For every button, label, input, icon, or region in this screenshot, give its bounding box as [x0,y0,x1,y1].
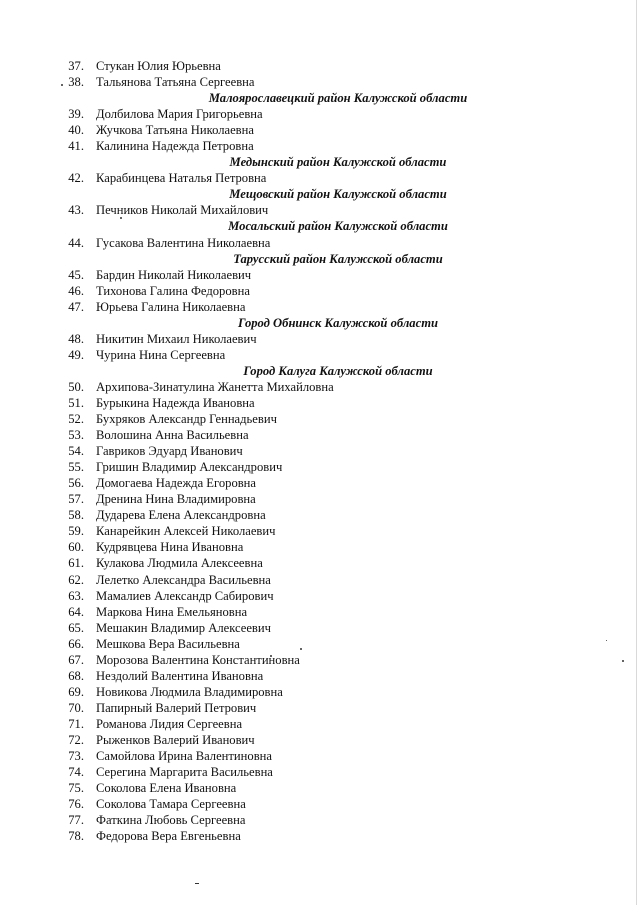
list-item-number: 66. [68,636,84,651]
section-heading-text: Город Обнинск Калужской области [237,315,438,330]
list-item-number: 68. [68,668,84,683]
list-item [0,299,640,315]
list-item [0,331,640,347]
list-item [0,267,640,283]
list-item-number: 59. [68,524,84,539]
section-heading [0,154,640,170]
list-item-number: 61. [68,556,84,571]
list-item-name: Карабинцева Наталья Петровна [96,171,267,186]
list-item-number: 73. [68,749,84,764]
list-item-name: Домогаева Надежда Егоровна [96,476,257,491]
list-item-name: Федорова Вера Евгеньевна [96,829,241,844]
list-item [0,604,640,620]
list-item [0,539,640,555]
list-item [0,555,640,571]
list-item-number: 49. [68,347,84,362]
section-heading [0,186,640,202]
list-item [0,235,640,251]
section-heading-text: Тарусский район Калужской области [233,251,443,266]
list-item-number: 50. [68,379,84,394]
list-item-name: Архипова-Зинатулина Жанетта Михайловна [96,379,334,394]
list-item-name: Тихонова Галина Федоровна [96,283,250,298]
list-item-number: 58. [68,508,84,523]
list-item [0,491,640,507]
section-heading-text: Малоярославецкий район Калужской области [208,91,468,106]
list-item-number: 75. [68,781,84,796]
list-item-number: 62. [68,572,84,587]
list-item-name: Новикова Людмила Владимировна [96,684,283,699]
list-item [0,347,640,363]
list-item-name: Мамалиев Александр Сабирович [96,588,274,603]
list-item-name: Кудрявцева Нина Ивановна [96,540,244,555]
section-heading-text: Медынский район Калужской области [229,155,447,170]
list-item [0,732,640,748]
list-item-name: Калинина Надежда Петровна [96,139,254,154]
list-item [0,652,640,668]
list-item [0,748,640,764]
list-item-number: 53. [68,428,84,443]
section-heading [0,251,640,267]
list-item-name: Мешакин Владимир Алексеевич [96,620,271,635]
list-item-number: 67. [68,652,84,667]
list-item [0,106,640,122]
list-item [0,764,640,780]
list-item [0,459,640,475]
list-item-name: Гусакова Валентина Николаевна [96,235,271,250]
list-item [0,572,640,588]
list-item-name: Гавриков Эдуард Иванович [96,444,243,459]
list-item-name: Дренина Нина Владимировна [96,492,256,507]
name-list [0,58,640,844]
list-item-number: 47. [68,299,84,314]
list-item-number: 55. [68,460,84,475]
list-item-number: 78. [68,829,84,844]
list-item-number: 70. [68,700,84,715]
list-item-number: 38. [68,75,84,90]
list-item-name: Рыженков Валерий Иванович [96,732,255,747]
list-item-number: 40. [68,123,84,138]
list-item-number: 52. [68,412,84,427]
list-item-name: Чурина Нина Сергеевна [96,347,226,362]
list-item-name: Никитин Михаил Николаевич [96,331,257,346]
list-item-number: 56. [68,476,84,491]
list-item-name: Нездолий Валентина Ивановна [96,668,264,683]
list-item-name: Фаткина Любовь Сергеевна [96,813,246,828]
list-item-name: Долбилова Мария Григорьевна [96,107,263,122]
list-item-number: 76. [68,797,84,812]
list-item-name: Самойлова Ирина Валентиновна [96,749,272,764]
list-item [0,395,640,411]
list-item [0,828,640,844]
list-item [0,796,640,812]
list-item-number: 39. [68,107,84,122]
list-item [0,700,640,716]
list-item-name: Папирный Валерий Петрович [96,700,257,715]
list-item [0,427,640,443]
list-item [0,283,640,299]
list-item-name: Бардин Николай Николаевич [96,267,252,282]
list-item-number: 45. [68,267,84,282]
list-item [0,122,640,138]
list-item [0,74,640,90]
list-item-name: Соколова Елена Ивановна [96,781,237,796]
section-heading [0,90,640,106]
list-item-name: Романова Лидия Сергеевна [96,716,243,731]
list-item [0,716,640,732]
list-item-name: Маркова Нина Емельяновна [96,604,248,619]
list-item-number: 77. [68,813,84,828]
list-item-number: 64. [68,604,84,619]
list-item-number: 44. [68,235,84,250]
list-item [0,411,640,427]
list-item-number: 41. [68,139,84,154]
list-item [0,780,640,796]
list-item [0,202,640,218]
list-item [0,507,640,523]
section-heading [0,363,640,379]
section-heading-text: Город Калуга Калужской области [243,363,433,378]
list-item-name: Лелетко Александра Васильевна [96,572,271,587]
list-item-name: Юрьева Галина Николаевна [96,299,246,314]
section-heading [0,218,640,234]
list-item [0,523,640,539]
list-item-name: Гришин Владимир Александрович [96,460,283,475]
list-item [0,620,640,636]
list-item [0,170,640,186]
list-item-name: Стукан Юлия Юрьевна [96,59,221,73]
list-item-name: Канарейкин Алексей Николаевич [96,524,276,539]
list-item [0,588,640,604]
list-item-number: 65. [68,620,84,635]
list-item [0,138,640,154]
list-item [0,379,640,395]
list-item-name: Серегина Маргарита Васильевна [96,765,273,780]
list-item-number: 71. [68,716,84,731]
scan-speck [195,883,199,884]
list-item [0,443,640,459]
list-item-name: Дударева Елена Александровна [96,508,266,523]
list-item-number: 48. [68,331,84,346]
list-item-number: 69. [68,684,84,699]
list-item [0,684,640,700]
list-item-number: 46. [68,283,84,298]
list-item-name: Соколова Тамара Сергеевна [96,797,246,812]
list-item [0,636,640,652]
list-item-name: Тальянова Татьяна Сергеевна [96,75,255,90]
list-item-name: Бурыкина Надежда Ивановна [96,395,255,410]
list-item-name: Мешкова Вера Васильевна [96,636,240,651]
list-item-number: 60. [68,540,84,555]
list-item-number: 63. [68,588,84,603]
section-heading-text: Мещовский район Калужской области [229,187,447,202]
list-item [0,668,640,684]
list-item-number: 37. [68,59,84,73]
list-item-number: 57. [68,492,84,507]
list-item-number: 43. [68,203,84,218]
list-item-number: 42. [68,171,84,186]
list-item-name: Морозова Валентина Константиновна [96,652,300,667]
list-item-number: 51. [68,395,84,410]
list-item-number: 54. [68,444,84,459]
list-item [0,58,640,74]
list-item-number: 72. [68,732,84,747]
list-item-name: Кулакова Людмила Алексеевна [96,556,263,571]
list-item [0,475,640,491]
list-item-name: Бухряков Александр Геннадьевич [96,412,277,427]
list-item-name: Печников Николай Михайлович [96,203,269,218]
list-item [0,812,640,828]
list-item-number: 74. [68,765,84,780]
section-heading-text: Мосальский район Калужской области [228,219,448,234]
list-item-name: Жучкова Татьяна Николаевна [96,123,254,138]
list-item-name: Волошина Анна Васильевна [96,428,249,443]
section-heading [0,315,640,331]
